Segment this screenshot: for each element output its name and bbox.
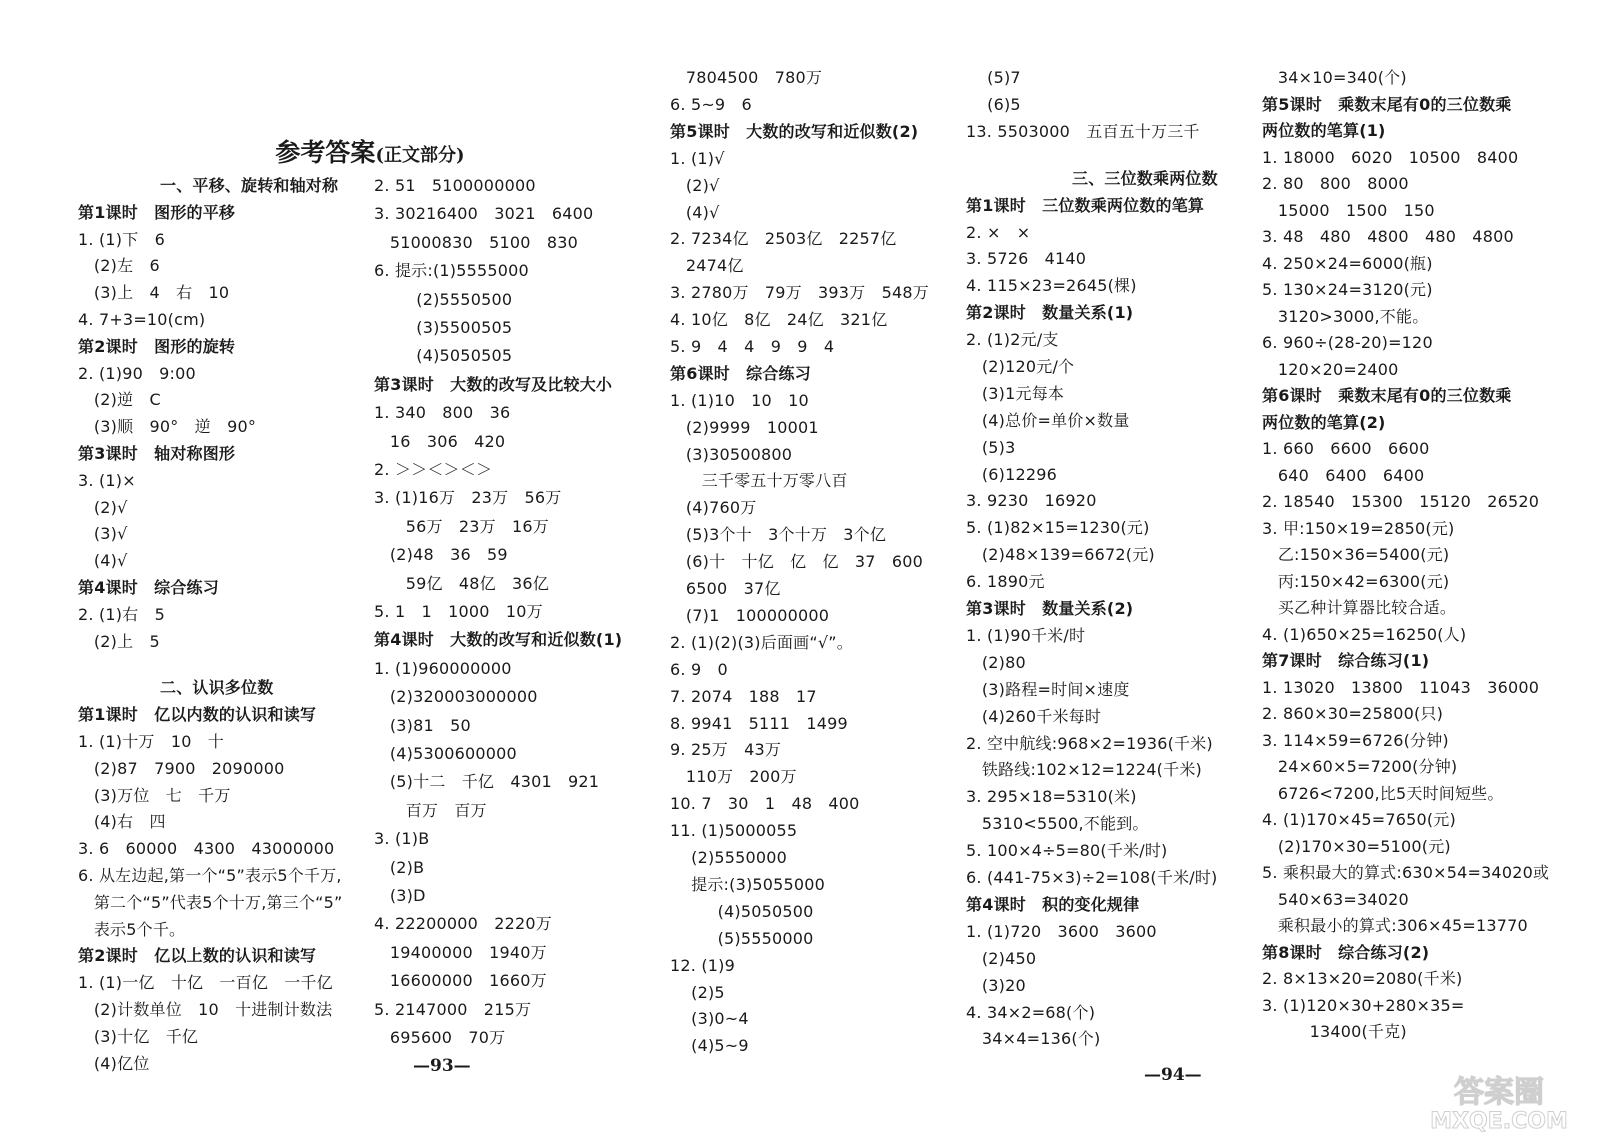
answer-line: 1. (1)720 3600 3600 <box>966 922 1157 941</box>
lesson-heading: 第4课时 综合练习 <box>78 578 219 597</box>
section-heading: 三、三位数乘两位数 <box>1072 169 1218 188</box>
answer-line: 5. 乘积最大的算式:630×54=34020或 <box>1262 863 1550 882</box>
answer-line: (2)48 36 59 <box>374 545 508 564</box>
answer-line: 2. 80 800 8000 <box>1262 174 1409 193</box>
answer-line: (4)亿位 <box>78 1054 150 1073</box>
lesson-heading: 第3课时 数量关系(2) <box>966 599 1134 618</box>
answer-line: 5. 9 4 4 9 9 4 <box>670 337 835 356</box>
answer-line: (2)计数单位 10 十进制计数法 <box>78 1000 333 1019</box>
answer-line: 2. ＞＞＜＞＜＞ <box>374 460 493 479</box>
answer-line: 695600 70万 <box>374 1028 506 1047</box>
answer-line: (2)9999 10001 <box>670 418 819 437</box>
answer-line: 1. (1)下 6 <box>78 230 165 249</box>
answer-line: 乙:150×36=5400(元) <box>1262 545 1450 564</box>
answer-line: (5)3 <box>966 438 1016 457</box>
answer-line: 3. 2780万 79万 393万 548万 <box>670 283 929 302</box>
answer-line: 4. 7+3=10(cm) <box>78 310 206 329</box>
answer-line: 6. 1890元 <box>966 572 1045 591</box>
answer-line: (4)260千米每时 <box>966 707 1102 726</box>
page-number-left: —93— <box>413 1056 471 1076</box>
section-heading: 一、平移、旋转和轴对称 <box>160 176 339 195</box>
answer-line: (4)5050500 <box>670 902 814 921</box>
answer-line: (2)170×30=5100(元) <box>1262 837 1451 856</box>
answer-line: (3)0~4 <box>670 1009 749 1028</box>
answer-line: 第二个“5”代表5个十万,第三个“5” <box>78 893 343 912</box>
answer-line: (6)12296 <box>966 465 1058 484</box>
answer-line: 百万 百万 <box>374 801 487 820</box>
answer-line: 6. 从左边起,第一个“5”表示5个千万, <box>78 866 342 885</box>
answer-line: 9. 25万 43万 <box>670 740 782 759</box>
answer-line: 3120>3000,不能。 <box>1262 307 1429 326</box>
answer-line: 3. (1)16万 23万 56万 <box>374 488 562 507</box>
answer-line: 16 306 420 <box>374 432 506 451</box>
page-title <box>258 104 464 169</box>
answer-line: 640 6400 6400 <box>1262 466 1425 485</box>
answer-line: (2)上 5 <box>78 632 160 651</box>
answer-line: 24×60×5=7200(分钟) <box>1262 757 1458 776</box>
answer-line: 34×4=136(个) <box>966 1029 1101 1048</box>
answer-line: (4)5~9 <box>670 1036 749 1055</box>
answer-line: (4)√ <box>78 551 128 570</box>
lesson-heading: 第5课时 乘数末尾有0的三位数乘 <box>1262 95 1512 114</box>
answer-line: 2. 7234亿 2503亿 2257亿 <box>670 229 897 248</box>
answer-line: 12. (1)9 <box>670 956 735 975</box>
answer-line: 4. 115×23=2645(棵) <box>966 276 1137 295</box>
answer-line: (7)1 100000000 <box>670 606 830 625</box>
lesson-heading: 第4课时 大数的改写和近似数(1) <box>374 630 623 649</box>
lesson-heading: 第1课时 亿以内数的认识和读写 <box>78 705 317 724</box>
answer-line: (2)左 6 <box>78 256 160 275</box>
answer-line: (3)1元每本 <box>966 384 1065 403</box>
answer-line: (2)5550000 <box>670 848 788 867</box>
answer-line: (5)3个十 3个十万 3个亿 <box>670 525 887 544</box>
title-main: 参考答案 <box>275 138 376 167</box>
answer-line: 6. 9 0 <box>670 660 728 679</box>
answer-line: (2)80 <box>966 653 1026 672</box>
answer-line: 15000 1500 150 <box>1262 201 1435 220</box>
answer-line: 5. (1)82×15=1230(元) <box>966 518 1150 537</box>
answer-line: 110万 200万 <box>670 767 797 786</box>
lesson-heading: 两位数的笔算(2) <box>1262 413 1386 432</box>
answer-line: 2. 18540 15300 15120 26520 <box>1262 492 1540 511</box>
answer-line: (2)√ <box>78 498 128 517</box>
answer-line: 2. 51 5100000000 <box>374 176 536 195</box>
answer-line: 5. 1 1 1000 10万 <box>374 602 543 621</box>
lesson-heading: 第6课时 综合练习 <box>670 364 811 383</box>
answer-line: 3. 甲:150×19=2850(元) <box>1262 519 1455 538</box>
watermark-bottom: MXQE.COM <box>1430 1109 1568 1134</box>
answer-line: 三千零五十万零八百 <box>670 471 848 490</box>
lesson-heading: 第7课时 综合练习(1) <box>1262 651 1430 670</box>
answer-line: 120×20=2400 <box>1262 360 1399 379</box>
answer-line: (4)760万 <box>670 498 757 517</box>
lesson-heading: 两位数的笔算(1) <box>1262 121 1386 140</box>
answer-line: 买乙种计算器比较合适。 <box>1262 598 1457 617</box>
answer-line: 5310<5500,不能到。 <box>966 814 1149 833</box>
answer-line: 13. 5503000 五百五十万三千 <box>966 122 1200 141</box>
answer-line: 3. (1)× <box>78 471 136 490</box>
answer-line: 4. 22200000 2220万 <box>374 914 552 933</box>
answer-line: 1. (1)√ <box>670 149 725 168</box>
answer-line: (2)B <box>374 858 425 877</box>
answer-line: 6. (441-75×3)÷2=108(千米/时) <box>966 868 1218 887</box>
answer-line: 3. 9230 16920 <box>966 491 1097 510</box>
answer-line: (3)30500800 <box>670 445 793 464</box>
answer-line: 1. (1)90千米/时 <box>966 626 1086 645</box>
answer-line: 2. (1)2元/支 <box>966 330 1059 349</box>
answer-line: (2)320003000000 <box>374 687 538 706</box>
lesson-heading: 第1课时 三位数乘两位数的笔算 <box>966 196 1205 215</box>
answer-line: (4)总价=单价×数量 <box>966 411 1130 430</box>
answer-line: 56万 23万 16万 <box>374 517 549 536</box>
answer-line: 4. 34×2=68(个) <box>966 1003 1096 1022</box>
answer-line: 34×10=340(个) <box>1262 68 1407 87</box>
answer-line: (2)120元/个 <box>966 357 1075 376</box>
answer-line: (3)5500505 <box>374 318 513 337</box>
answer-line: 16600000 1660万 <box>374 971 547 990</box>
answer-line: (3)D <box>374 886 426 905</box>
answer-line: 540×63=34020 <box>1262 890 1409 909</box>
answer-line: 2. 860×30=25800(只) <box>1262 704 1444 723</box>
answer-line: 3. 114×59=6726(分钟) <box>1262 731 1449 750</box>
answer-line: 1. 340 800 36 <box>374 403 511 422</box>
answer-line: 4. 250×24=6000(瓶) <box>1262 254 1433 273</box>
lesson-heading: 第3课时 轴对称图形 <box>78 444 236 463</box>
answer-line: (3)顺 90° 逆 90° <box>78 417 257 436</box>
answer-line: 7. 2074 188 17 <box>670 687 817 706</box>
answer-line: 10. 7 30 1 48 400 <box>670 794 860 813</box>
lesson-heading: 第5课时 大数的改写和近似数(2) <box>670 122 919 141</box>
answer-line: (4)√ <box>670 203 720 222</box>
answer-line: 5. 130×24=3120(元) <box>1262 280 1433 299</box>
answer-line: 6500 37亿 <box>670 579 781 598</box>
answer-line: 3. 6 60000 4300 43000000 <box>78 839 335 858</box>
answer-line: 3. (1)120×30+280×35= <box>1262 996 1465 1015</box>
answer-line: 6. 提示:(1)5555000 <box>374 261 529 280</box>
answer-line: 1. 660 6600 6600 <box>1262 439 1430 458</box>
title-sub: (正文部分) <box>375 145 465 166</box>
answer-line: 3. (1)B <box>374 829 430 848</box>
answer-line: 3. 48 480 4800 480 4800 <box>1262 227 1514 246</box>
answer-line: (2)450 <box>966 949 1037 968</box>
answer-line: (4)5050505 <box>374 346 513 365</box>
answer-line: (2)87 7900 2090000 <box>78 759 285 778</box>
answer-line: 2. 空中航线:968×2=1936(千米) <box>966 734 1213 753</box>
answer-line: (6)5 <box>966 95 1021 114</box>
answer-line: 2474亿 <box>670 256 744 275</box>
answer-line: 2. × × <box>966 223 1031 242</box>
answer-line: 51000830 5100 830 <box>374 233 578 252</box>
answer-line: 8. 9941 5111 1499 <box>670 714 848 733</box>
watermark-logo <box>1404 1068 1594 1134</box>
answer-line: 提示:(3)5055000 <box>670 875 826 894</box>
answer-line: 4. (1)650×25=16250(人) <box>1262 625 1467 644</box>
answer-line: 丙:150×42=6300(元) <box>1262 572 1450 591</box>
page-number-right: —94— <box>1144 1065 1202 1085</box>
answer-line: 1. (1)一亿 十亿 一百亿 一千亿 <box>78 973 333 992</box>
answer-line: 13400(千克) <box>1262 1022 1407 1041</box>
answer-line: (2)逆 C <box>78 390 161 409</box>
lesson-heading: 第4课时 积的变化规律 <box>966 895 1140 914</box>
answer-line: 乘积最小的算式:306×45=13770 <box>1262 916 1528 935</box>
answer-line: 1. (1)10 10 10 <box>670 391 809 410</box>
answer-line: 1. (1)960000000 <box>374 659 512 678</box>
answer-line: 1. 13020 13800 11043 36000 <box>1262 678 1540 697</box>
answer-line: (3)20 <box>966 976 1026 995</box>
answer-line: 19400000 1940万 <box>374 943 547 962</box>
answer-line: 表示5个千。 <box>78 920 186 939</box>
answer-line: (5)十二 千亿 4301 921 <box>374 772 600 791</box>
answer-line: 6. 5~9 6 <box>670 95 752 114</box>
answer-line: 1. 18000 6020 10500 8400 <box>1262 148 1519 167</box>
watermark-top: 答案圈 <box>1454 1075 1544 1110</box>
section-heading: 二、认识多位数 <box>160 678 274 697</box>
answer-line: 7804500 780万 <box>670 68 823 87</box>
lesson-heading: 第8课时 综合练习(2) <box>1262 943 1430 962</box>
answer-line: 4. 10亿 8亿 24亿 321亿 <box>670 310 888 329</box>
answer-line: (4)5300600000 <box>374 744 517 763</box>
answer-line: 2. (1)90 9:00 <box>78 364 196 383</box>
answer-line: (2)5550500 <box>374 290 513 309</box>
answer-line: (3)十亿 千亿 <box>78 1027 199 1046</box>
answer-line: 2. 8×13×20=2080(千米) <box>1262 969 1463 988</box>
lesson-heading: 第2课时 图形的旋转 <box>78 337 236 356</box>
answer-line: (2)5 <box>670 983 725 1002</box>
lesson-heading: 第1课时 图形的平移 <box>78 203 236 222</box>
answer-line: (3)81 50 <box>374 716 471 735</box>
answer-line: (4)右 四 <box>78 812 166 831</box>
answer-line: 5. 2147000 215万 <box>374 1000 532 1019</box>
answer-line: (5)5550000 <box>670 929 814 948</box>
answer-line: (2)√ <box>670 176 720 195</box>
answer-line: 59亿 48亿 36亿 <box>374 574 549 593</box>
answer-line: 3. 5726 4140 <box>966 249 1087 268</box>
answer-line: (6)十 十亿 亿 亿 37 600 <box>670 552 924 571</box>
answer-line: (3)上 4 右 10 <box>78 283 230 302</box>
answer-line: 1. (1)十万 10 十 <box>78 732 224 751</box>
answer-line: 4. (1)170×45=7650(元) <box>1262 810 1456 829</box>
answer-line: 3. 295×18=5310(米) <box>966 787 1137 806</box>
answer-line: 6726<7200,比5天时间短些。 <box>1262 784 1504 803</box>
lesson-heading: 第6课时 乘数末尾有0的三位数乘 <box>1262 386 1512 405</box>
answer-line: 11. (1)5000055 <box>670 821 798 840</box>
answer-line: (3)√ <box>78 524 128 543</box>
answer-line: 5. 100×4÷5=80(千米/时) <box>966 841 1168 860</box>
answer-line: 2. (1)右 5 <box>78 605 165 624</box>
answer-line: 铁路线:102×12=1224(千米) <box>966 760 1202 779</box>
answer-line: (5)7 <box>966 68 1021 87</box>
answer-line: 2. (1)(2)(3)后面画“√”。 <box>670 633 853 652</box>
answer-line: (3)路程=时间×速度 <box>966 680 1130 699</box>
lesson-heading: 第3课时 大数的改写及比较大小 <box>374 375 613 394</box>
lesson-heading: 第2课时 数量关系(1) <box>966 303 1134 322</box>
answer-line: (3)万位 七 千万 <box>78 786 231 805</box>
answer-line: 6. 960÷(28-20)=120 <box>1262 333 1433 352</box>
answer-line: 3. 30216400 3021 6400 <box>374 204 594 223</box>
answer-line: (2)48×139=6672(元) <box>966 545 1155 564</box>
lesson-heading: 第2课时 亿以上数的认识和读写 <box>78 946 317 965</box>
